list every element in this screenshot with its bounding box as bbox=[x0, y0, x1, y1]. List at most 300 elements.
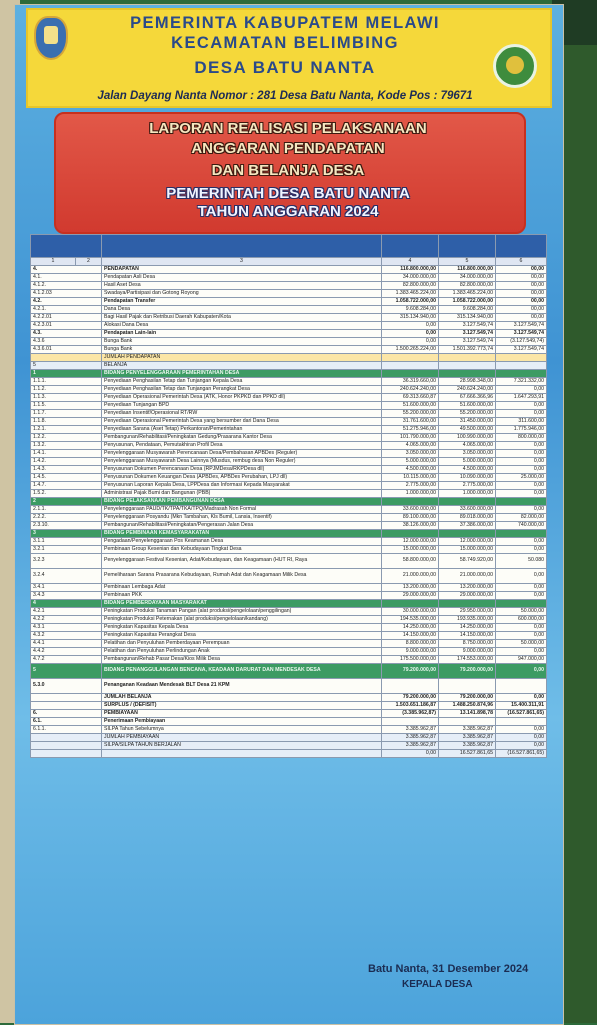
report-title-line5: TAHUN ANGGARAN 2024 bbox=[197, 203, 379, 220]
budget-cell: 9.000.000,00 bbox=[382, 647, 439, 655]
description-cell: Pembangunan/Rehab Pasar Desa/Kios Milik Desa bbox=[102, 655, 382, 663]
realization-cell: 3.050.000,00 bbox=[439, 449, 496, 457]
index-cell: 6 bbox=[496, 258, 547, 266]
budget-cell: 21.000.000,00 bbox=[382, 568, 439, 583]
header-line2: KECAMATAN BELIMBING bbox=[171, 34, 399, 52]
difference-cell: 0,00 bbox=[496, 409, 547, 417]
description-cell: JUMLAH BELANJA bbox=[102, 693, 382, 701]
table-row bbox=[31, 709, 547, 717]
realization-cell bbox=[439, 529, 496, 537]
header-line1: PEMERINTA KABUPATEM MELAWI bbox=[130, 14, 440, 32]
code-cell: 4 bbox=[31, 599, 102, 607]
code-cell: 4.7.2 bbox=[31, 655, 102, 663]
code-cell: 4.3.6 bbox=[31, 337, 102, 345]
difference-cell: 0,00 bbox=[496, 583, 547, 591]
description-cell: BIDANG PEMBERDAYAAN MASYARAKAT bbox=[102, 599, 382, 607]
code-cell: 1.4.2. bbox=[31, 457, 102, 465]
difference-cell: 0,00 bbox=[496, 693, 547, 701]
code-cell: 4.3.2 bbox=[31, 631, 102, 639]
index-cell: 2 bbox=[76, 258, 102, 266]
table-row bbox=[31, 537, 547, 545]
description-cell: Pengadaan/Penyelenggaraan Pos Keamanan Desa bbox=[102, 537, 382, 545]
table-row bbox=[31, 545, 547, 553]
difference-cell: 50.080 bbox=[496, 553, 547, 568]
budget-cell: 10.115.000,00 bbox=[382, 473, 439, 481]
realization-cell: 3.127.549,74 bbox=[439, 321, 496, 329]
budget-cell: 58.800.000,00 bbox=[382, 553, 439, 568]
budget-cell: 315.134.940,00 bbox=[382, 313, 439, 321]
realization-cell: 14.250.000,00 bbox=[439, 623, 496, 631]
code-cell: 3.2.1 bbox=[31, 545, 102, 553]
table-row bbox=[31, 513, 547, 521]
description-cell: Penyediaan Operasional Pemerintah Desa (ATK, Honor PKPKD dan PPKD dll) bbox=[102, 393, 382, 401]
budget-cell: 3.385.962,87 bbox=[382, 725, 439, 733]
description-cell: Pembangunan/Rehabilitasi/Peningkatan/Pengerasan Jalan Desa bbox=[102, 521, 382, 529]
description-cell: Penerimaan Pembiayaan bbox=[102, 717, 382, 725]
code-cell bbox=[31, 741, 102, 749]
budget-cell bbox=[382, 678, 439, 693]
code-cell: 4.2.1. bbox=[31, 305, 102, 313]
table-row bbox=[31, 441, 547, 449]
table-row bbox=[31, 433, 547, 441]
table-row bbox=[31, 409, 547, 417]
difference-cell: (16.527.861,65) bbox=[496, 709, 547, 717]
header-selisih-cell bbox=[496, 235, 547, 258]
realization-cell: 1.501.392.773,74 bbox=[439, 345, 496, 353]
code-cell: 4.2.2.01 bbox=[31, 313, 102, 321]
difference-cell: 947.000,00 bbox=[496, 655, 547, 663]
table-row bbox=[31, 647, 547, 655]
description-cell: Penyediaan Insentif/Operasional RT/RW bbox=[102, 409, 382, 417]
description-cell: Pembangunan/Rehabilitasi/Peningkatan Gedung/Prasarana Kantor Desa bbox=[102, 433, 382, 441]
table-row bbox=[31, 717, 547, 725]
description-cell: Bagi Hasil Pajak dan Retribusi Daerah Kabupaten/Kota bbox=[102, 313, 382, 321]
code-cell: 1.1.1. bbox=[31, 377, 102, 385]
difference-cell: 0,00 bbox=[496, 568, 547, 583]
description-cell bbox=[102, 749, 382, 757]
index-cell: 4 bbox=[382, 258, 439, 266]
description-cell: BELANJA bbox=[102, 361, 382, 369]
table-row bbox=[31, 417, 547, 425]
description-cell: JUMLAH PENDAPATAN bbox=[102, 353, 382, 361]
realization-cell: 28.998.348,00 bbox=[439, 377, 496, 385]
realization-cell: 315.134.940,00 bbox=[439, 313, 496, 321]
code-cell bbox=[31, 733, 102, 741]
difference-cell: 0,00 bbox=[496, 545, 547, 553]
description-cell: Pelatihan dan Penyuluhan Perlindungan Anak bbox=[102, 647, 382, 655]
difference-cell bbox=[496, 369, 547, 377]
difference-cell: 82.000,00 bbox=[496, 513, 547, 521]
description-cell: BIDANG PENYELENGGARAAN PEMERINTAHAN DESA bbox=[102, 369, 382, 377]
budget-cell bbox=[382, 353, 439, 361]
difference-cell: 00,00 bbox=[496, 281, 547, 289]
realization-cell: 31.450.000,00 bbox=[439, 417, 496, 425]
table-row bbox=[31, 663, 547, 678]
difference-cell: 00,00 bbox=[496, 297, 547, 305]
table-row bbox=[31, 591, 547, 599]
table-row bbox=[31, 289, 547, 297]
budget-cell: 15.000.000,00 bbox=[382, 545, 439, 553]
table-row bbox=[31, 505, 547, 513]
code-cell: 1.1.7. bbox=[31, 409, 102, 417]
description-cell: BIDANG PENANGGULANGAN BENCANA, KEADAAN DARURAT DAN MENDESAK DESA bbox=[102, 663, 382, 678]
code-cell: 3.1.1 bbox=[31, 537, 102, 545]
budget-cell: 0,00 bbox=[382, 337, 439, 345]
code-cell: 4.3. bbox=[31, 329, 102, 337]
realization-cell: 3.385.962,87 bbox=[439, 733, 496, 741]
table-row bbox=[31, 425, 547, 433]
description-cell: Penyelenggaraan Festival Kesenian, Adat/Kebudayaan, dan Keagamaan (HUT RI, Raya bbox=[102, 553, 382, 568]
realization-cell: 29.000.000,00 bbox=[439, 591, 496, 599]
description-cell: Penyediaan Penghasilan Tetap dan Tunjangan Kepala Desa bbox=[102, 377, 382, 385]
table-row bbox=[31, 521, 547, 529]
realization-cell: 3.127.549,74 bbox=[439, 329, 496, 337]
description-cell: Pelatihan dan Penyuluhan Pemberdayaan Perempuan bbox=[102, 639, 382, 647]
budget-cell: 13.200.000,00 bbox=[382, 583, 439, 591]
difference-cell: 0,00 bbox=[496, 489, 547, 497]
budget-cell: 3.385.962,87 bbox=[382, 741, 439, 749]
description-cell: Peningkatan Produksi Tanaman Pangan (alat produksi/pengelolaan/penggilingan) bbox=[102, 607, 382, 615]
budget-cell: 89.100.000,00 bbox=[382, 513, 439, 521]
difference-cell: 0,00 bbox=[496, 591, 547, 599]
difference-cell: 0,00 bbox=[496, 663, 547, 678]
realization-cell bbox=[439, 353, 496, 361]
difference-cell: 0,00 bbox=[496, 401, 547, 409]
table-row bbox=[31, 465, 547, 473]
report-title-line4: PEMERINTAH DESA BATU NANTA bbox=[166, 185, 410, 202]
budget-cell: 38.126.000,00 bbox=[382, 521, 439, 529]
table-row bbox=[31, 568, 547, 583]
table-row bbox=[31, 553, 547, 568]
code-cell: 5 bbox=[31, 361, 102, 369]
difference-cell: 0,00 bbox=[496, 465, 547, 473]
description-cell: BIDANG PEMBINAAN KEMASYARAKATAN bbox=[102, 529, 382, 537]
budget-cell bbox=[382, 599, 439, 607]
realization-cell: 79.200.000,00 bbox=[439, 663, 496, 678]
difference-cell: 00,00 bbox=[496, 305, 547, 313]
table-row bbox=[31, 281, 547, 289]
code-cell: 1.4.1. bbox=[31, 449, 102, 457]
budget-cell: 1.058.722.000,00 bbox=[382, 297, 439, 305]
table-row bbox=[31, 353, 547, 361]
code-cell: 1.1.5. bbox=[31, 401, 102, 409]
realization-cell: 9.608.284,00 bbox=[439, 305, 496, 313]
budget-cell: 1.503.651.186,87 bbox=[382, 701, 439, 709]
difference-cell bbox=[496, 353, 547, 361]
table-row bbox=[31, 385, 547, 393]
signature-title: KEPALA DESA bbox=[402, 979, 473, 990]
description-cell: Penyusunan Dokumen Keuangan Desa (APBDes, APBDes Perubahan, LPJ dll) bbox=[102, 473, 382, 481]
difference-cell: 0,00 bbox=[496, 505, 547, 513]
realization-cell: 100.990.000,00 bbox=[439, 433, 496, 441]
budget-cell: 29.000.000,00 bbox=[382, 591, 439, 599]
difference-cell: 0,00 bbox=[496, 457, 547, 465]
table-row bbox=[31, 607, 547, 615]
difference-cell: 740.000,00 bbox=[496, 521, 547, 529]
table-row bbox=[31, 377, 547, 385]
realization-cell: 10.090.000,00 bbox=[439, 473, 496, 481]
realization-cell: 240.624.240,00 bbox=[439, 385, 496, 393]
table-row bbox=[31, 623, 547, 631]
table-row bbox=[31, 741, 547, 749]
table-row bbox=[31, 305, 547, 313]
table-row bbox=[31, 449, 547, 457]
budget-cell: 1.500.265.224,00 bbox=[382, 345, 439, 353]
description-cell: Bunga Bank bbox=[102, 345, 382, 353]
realization-cell: 89.018.000,00 bbox=[439, 513, 496, 521]
difference-cell: 800.000,00 bbox=[496, 433, 547, 441]
realization-cell: 4.500.000,00 bbox=[439, 465, 496, 473]
report-title-line3: DAN BELANJA DESA bbox=[211, 162, 365, 179]
table-row bbox=[31, 529, 547, 537]
header-uraian-cell bbox=[102, 235, 382, 258]
realization-cell: 13.200.000,00 bbox=[439, 583, 496, 591]
realization-cell bbox=[439, 678, 496, 693]
description-cell: Penyusunan Laporan Kepala Desa, LPPDesa dan Informasi Kepada Masyarakat bbox=[102, 481, 382, 489]
budget-cell: 14.150.000,00 bbox=[382, 631, 439, 639]
budget-cell: 55.200.000,00 bbox=[382, 409, 439, 417]
realization-cell: 37.386.000,00 bbox=[439, 521, 496, 529]
description-cell: Peningkatan Kapasitas Perangkat Desa bbox=[102, 631, 382, 639]
budget-cell bbox=[382, 529, 439, 537]
table-row bbox=[31, 701, 547, 709]
realization-cell: 116.800.000,00 bbox=[439, 265, 496, 273]
difference-cell: (16.527.861,65) bbox=[496, 749, 547, 757]
budget-cell: 0,00 bbox=[382, 321, 439, 329]
code-cell: 2.3.10. bbox=[31, 521, 102, 529]
code-cell: 4.4.1 bbox=[31, 639, 102, 647]
budget-cell: 1.383.465.224,00 bbox=[382, 289, 439, 297]
budget-cell: 101.790.000,00 bbox=[382, 433, 439, 441]
description-cell: Penyelenggaraan Musyawarah Desa Lainnya (Musdus, rembug desa Non Reguler) bbox=[102, 457, 382, 465]
table-row bbox=[31, 401, 547, 409]
index-cell: 3 bbox=[102, 258, 382, 266]
table-row bbox=[31, 725, 547, 733]
header-realisasi-cell bbox=[439, 235, 496, 258]
table-row bbox=[31, 345, 547, 353]
code-cell: 4.3.6.01 bbox=[31, 345, 102, 353]
realization-cell: 174.553.000,00 bbox=[439, 655, 496, 663]
table-row bbox=[31, 655, 547, 663]
code-cell: 4.2. bbox=[31, 297, 102, 305]
description-cell: Administrasi Pajak Bumi dan Bangunan (PBB) bbox=[102, 489, 382, 497]
description-cell: Penyusunan, Pendataan, Pemutakhiran Profil Desa bbox=[102, 441, 382, 449]
description-cell: Penanganan Keadaan Mendesak BLT Desa 21 KPM bbox=[102, 678, 382, 693]
budget-cell: 2.775.000,00 bbox=[382, 481, 439, 489]
realization-cell: 67.666.366,96 bbox=[439, 393, 496, 401]
difference-cell: 0,00 bbox=[496, 481, 547, 489]
difference-cell bbox=[496, 529, 547, 537]
budget-cell: 14.250.000,00 bbox=[382, 623, 439, 631]
realization-cell: 1.383.465.224,00 bbox=[439, 289, 496, 297]
realization-cell: 12.000.000,00 bbox=[439, 537, 496, 545]
table-row bbox=[31, 329, 547, 337]
description-cell: Pendapatan Lain-lain bbox=[102, 329, 382, 337]
table-row bbox=[31, 393, 547, 401]
code-cell: 2.1.1. bbox=[31, 505, 102, 513]
header-anggaran-cell bbox=[382, 235, 439, 258]
description-cell: Penyediaan Tunjangan BPD bbox=[102, 401, 382, 409]
difference-cell: 25.000,00 bbox=[496, 473, 547, 481]
difference-cell: 00,00 bbox=[496, 273, 547, 281]
code-cell: 4.1.2.03 bbox=[31, 289, 102, 297]
description-cell: BIDANG PELAKSANAAN PEMBANGUNAN DESA bbox=[102, 497, 382, 505]
difference-cell: 00,00 bbox=[496, 265, 547, 273]
realization-cell bbox=[439, 717, 496, 725]
budget-cell: 51.275.946,00 bbox=[382, 425, 439, 433]
realization-cell: 2.775.000,00 bbox=[439, 481, 496, 489]
budget-cell: 79.200.000,00 bbox=[382, 693, 439, 701]
table-row bbox=[31, 489, 547, 497]
difference-cell: 0,00 bbox=[496, 623, 547, 631]
budget-cell: 1.000.000,00 bbox=[382, 489, 439, 497]
realization-cell: 79.200.000,00 bbox=[439, 693, 496, 701]
code-cell: 1.5.2. bbox=[31, 489, 102, 497]
description-cell: Pendapatan Asli Desa bbox=[102, 273, 382, 281]
code-cell: 4.2.1 bbox=[31, 607, 102, 615]
code-cell: 3 bbox=[31, 529, 102, 537]
difference-cell: 15.400.311,91 bbox=[496, 701, 547, 709]
code-cell: 1.2.1. bbox=[31, 425, 102, 433]
description-cell: Penyediaan Sarana (Aset Tetap) Perkantoran/Pemerintahan bbox=[102, 425, 382, 433]
regency-emblem-icon bbox=[34, 16, 68, 60]
realization-cell: 3.127.549,74 bbox=[439, 337, 496, 345]
budget-cell: 9.608.284,00 bbox=[382, 305, 439, 313]
code-cell: 4.2.2 bbox=[31, 615, 102, 623]
budget-cell: 0,00 bbox=[382, 329, 439, 337]
code-cell: 6.1.1. bbox=[31, 725, 102, 733]
budget-cell bbox=[382, 717, 439, 725]
description-cell: SURPLUS / (DEFISIT) bbox=[102, 701, 382, 709]
code-cell bbox=[31, 701, 102, 709]
code-cell: 1 bbox=[31, 369, 102, 377]
village-emblem-icon bbox=[493, 44, 537, 88]
code-cell: 4. bbox=[31, 265, 102, 273]
code-cell: 1.2.2. bbox=[31, 433, 102, 441]
difference-cell: 0,00 bbox=[496, 733, 547, 741]
table-row bbox=[31, 693, 547, 701]
budget-cell: 3.050.000,00 bbox=[382, 449, 439, 457]
realization-cell: 3.385.962,87 bbox=[439, 741, 496, 749]
difference-cell: 0,00 bbox=[496, 537, 547, 545]
code-cell bbox=[31, 353, 102, 361]
description-cell: Pembinaan PKK bbox=[102, 591, 382, 599]
code-cell: 6.1. bbox=[31, 717, 102, 725]
realization-cell bbox=[439, 497, 496, 505]
table-row bbox=[31, 297, 547, 305]
budget-cell: 34.000.000,00 bbox=[382, 273, 439, 281]
code-cell: 3.2.4 bbox=[31, 568, 102, 583]
code-cell: 1.1.3. bbox=[31, 393, 102, 401]
realization-cell: 21.000.000,00 bbox=[439, 568, 496, 583]
code-cell: 3.2.3 bbox=[31, 553, 102, 568]
difference-cell: 7.321.332,00 bbox=[496, 377, 547, 385]
description-cell: SILPA Tahun Sebelumnya bbox=[102, 725, 382, 733]
realization-cell bbox=[439, 599, 496, 607]
realization-cell: 5.000.000,00 bbox=[439, 457, 496, 465]
code-cell: 3.4.3 bbox=[31, 591, 102, 599]
code-cell: 5 bbox=[31, 663, 102, 678]
table-row bbox=[31, 749, 547, 757]
realization-cell: 1.488.250.874,96 bbox=[439, 701, 496, 709]
realization-cell: 14.150.000,00 bbox=[439, 631, 496, 639]
code-cell: 3.4.1 bbox=[31, 583, 102, 591]
difference-cell bbox=[496, 599, 547, 607]
difference-cell: 3.127.549,74 bbox=[496, 345, 547, 353]
code-cell bbox=[31, 749, 102, 757]
code-cell: 1.4.3. bbox=[31, 465, 102, 473]
difference-cell: 3.127.549,74 bbox=[496, 321, 547, 329]
table-row bbox=[31, 599, 547, 607]
realization-cell: 49.500.000,00 bbox=[439, 425, 496, 433]
difference-cell bbox=[496, 361, 547, 369]
table-row bbox=[31, 631, 547, 639]
description-cell: Dana Desa bbox=[102, 305, 382, 313]
description-cell: SILPA/SILPA TAHUN BERJALAN bbox=[102, 741, 382, 749]
difference-cell: 311.600,00 bbox=[496, 417, 547, 425]
realization-cell: 193.935.000,00 bbox=[439, 615, 496, 623]
code-cell: 1.4.5. bbox=[31, 473, 102, 481]
budget-cell: 51.600.000,00 bbox=[382, 401, 439, 409]
code-cell: 1.1.2. bbox=[31, 385, 102, 393]
budget-cell: 31.761.600,00 bbox=[382, 417, 439, 425]
code-cell: 2 bbox=[31, 497, 102, 505]
table-row bbox=[31, 321, 547, 329]
code-cell: 2.2.2. bbox=[31, 513, 102, 521]
budget-cell: 12.000.000,00 bbox=[382, 537, 439, 545]
header-kode-cell bbox=[31, 235, 102, 258]
code-cell: 4.3.1 bbox=[31, 623, 102, 631]
report-title-line1: LAPORAN REALISASI PELAKSANAAN bbox=[149, 120, 427, 137]
difference-cell: 50.000,00 bbox=[496, 607, 547, 615]
budget-cell: 69.313.660,87 bbox=[382, 393, 439, 401]
report-title-line2: ANGGARAN PENDAPATAN bbox=[191, 140, 385, 157]
table-row bbox=[31, 337, 547, 345]
code-cell bbox=[31, 693, 102, 701]
table-row bbox=[31, 369, 547, 377]
description-cell: Penyusunan Dokumen Perencanaan Desa (RPJMDesa/RKPDesa dll) bbox=[102, 465, 382, 473]
description-cell: Peningkatan Kapasitas Kepala Desa bbox=[102, 623, 382, 631]
table-row bbox=[31, 273, 547, 281]
description-cell: Peningkatan Produksi Peternakan (alat produksi/pengelolaan/kandang) bbox=[102, 615, 382, 623]
difference-cell: 1.647.293,91 bbox=[496, 393, 547, 401]
index-cell: 1 bbox=[31, 258, 76, 266]
difference-cell bbox=[496, 678, 547, 693]
description-cell: Penyediaan Operasional Pemerintah Desa yang bersumber dari Dana Desa bbox=[102, 417, 382, 425]
code-cell: 1.3.2. bbox=[31, 441, 102, 449]
difference-cell: 00,00 bbox=[496, 313, 547, 321]
budget-cell bbox=[382, 361, 439, 369]
realization-cell: 34.000.000,00 bbox=[439, 273, 496, 281]
budget-cell: 240.624.240,00 bbox=[382, 385, 439, 393]
difference-cell: 3.127.549,74 bbox=[496, 329, 547, 337]
description-cell: Pendapatan Transfer bbox=[102, 297, 382, 305]
difference-cell: 0,00 bbox=[496, 647, 547, 655]
realization-cell: 13.141.898,78 bbox=[439, 709, 496, 717]
description-cell: Penyelenggaraan Posyandu (Mkn Tambahan, Kls Bumil, Lansia, Insentif) bbox=[102, 513, 382, 521]
difference-cell: 0,00 bbox=[496, 631, 547, 639]
table-row bbox=[31, 457, 547, 465]
realization-cell: 51.600.000,00 bbox=[439, 401, 496, 409]
code-cell: 5.3.0 bbox=[31, 678, 102, 693]
table-row bbox=[31, 481, 547, 489]
budget-cell bbox=[382, 369, 439, 377]
table-row bbox=[31, 497, 547, 505]
difference-cell: 0,00 bbox=[496, 741, 547, 749]
code-cell: 4.4.2 bbox=[31, 647, 102, 655]
difference-cell: (3.127.549,74) bbox=[496, 337, 547, 345]
budget-cell: 5.000.000,00 bbox=[382, 457, 439, 465]
